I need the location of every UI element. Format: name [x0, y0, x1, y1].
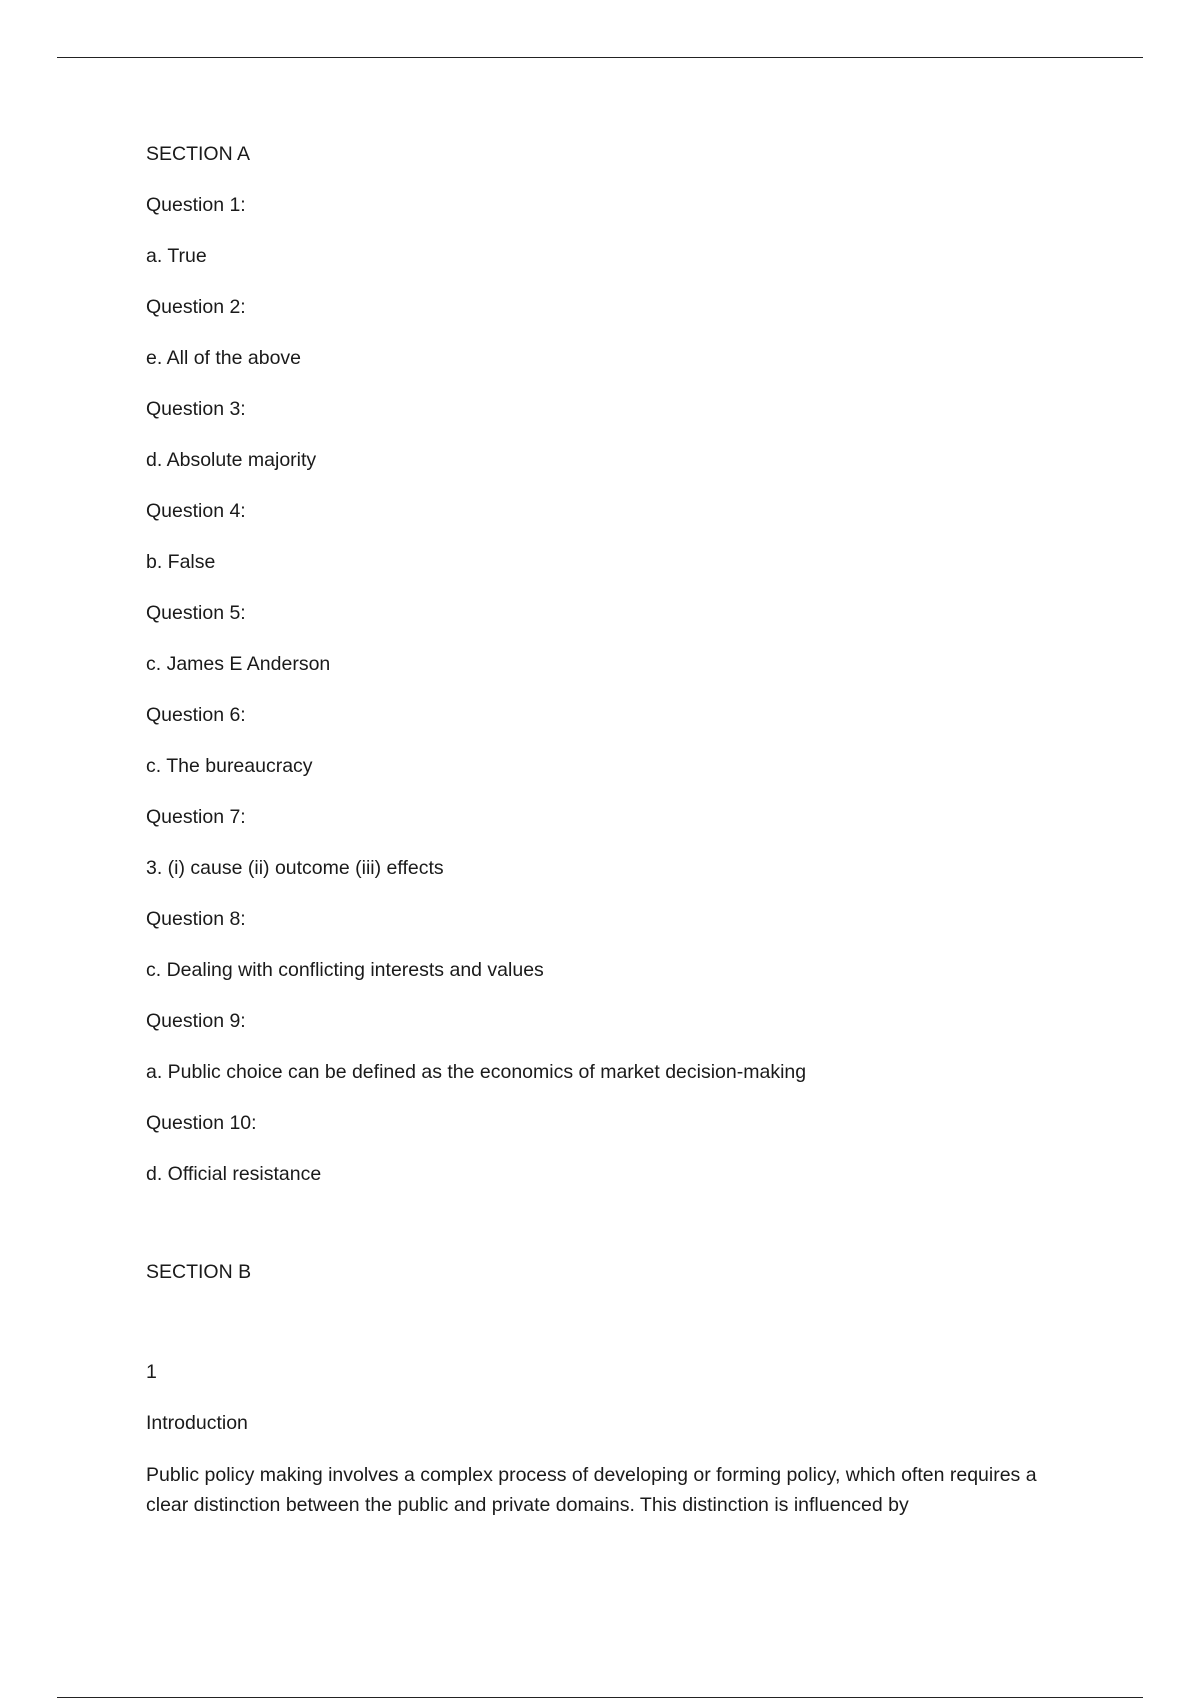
question-1-label: Question 1: [146, 194, 246, 216]
document-body [146, 140, 1066, 1543]
question-4-answer: b. False [146, 551, 216, 573]
question-9-answer: a. Public choice can be defined as the economics of market decision-making [146, 1061, 807, 1083]
question-5-label: Question 5: [146, 602, 246, 624]
question-4-label: Question 4: [146, 500, 246, 522]
question-3-answer: d. Absolute majority [146, 449, 317, 471]
question-2-answer: e. All of the above [146, 347, 302, 369]
top-rule [57, 57, 1143, 58]
section-a-heading: SECTION A [146, 143, 251, 165]
question-8-label: Question 8: [146, 908, 246, 930]
question-9-label: Question 9: [146, 1010, 246, 1032]
question-6-label: Question 6: [146, 704, 246, 726]
section-b-number: 1 [146, 1361, 157, 1383]
introduction-paragraph: Public policy making involves a complex process of developing or forming policy, which often requires a clear distinction between the public and private domains. This distinction is influenced by [146, 1464, 1037, 1516]
question-1-answer: a. True [146, 245, 207, 267]
question-3-label: Question 3: [146, 398, 246, 420]
question-2-label: Question 2: [146, 296, 246, 318]
question-7-answer: 3. (i) cause (ii) outcome (iii) effects [146, 857, 444, 879]
section-b-heading: SECTION B [146, 1261, 252, 1283]
question-6-answer: c. The bureaucracy [146, 755, 313, 777]
question-8-answer: c. Dealing with conflicting interests and values [146, 959, 544, 981]
question-10-answer: d. Official resistance [146, 1163, 322, 1185]
question-10-label: Question 10: [146, 1112, 257, 1134]
introduction-heading: Introduction [146, 1412, 248, 1434]
question-7-label: Question 7: [146, 806, 246, 828]
question-5-answer: c. James E Anderson [146, 653, 331, 675]
bottom-rule [57, 1697, 1143, 1698]
